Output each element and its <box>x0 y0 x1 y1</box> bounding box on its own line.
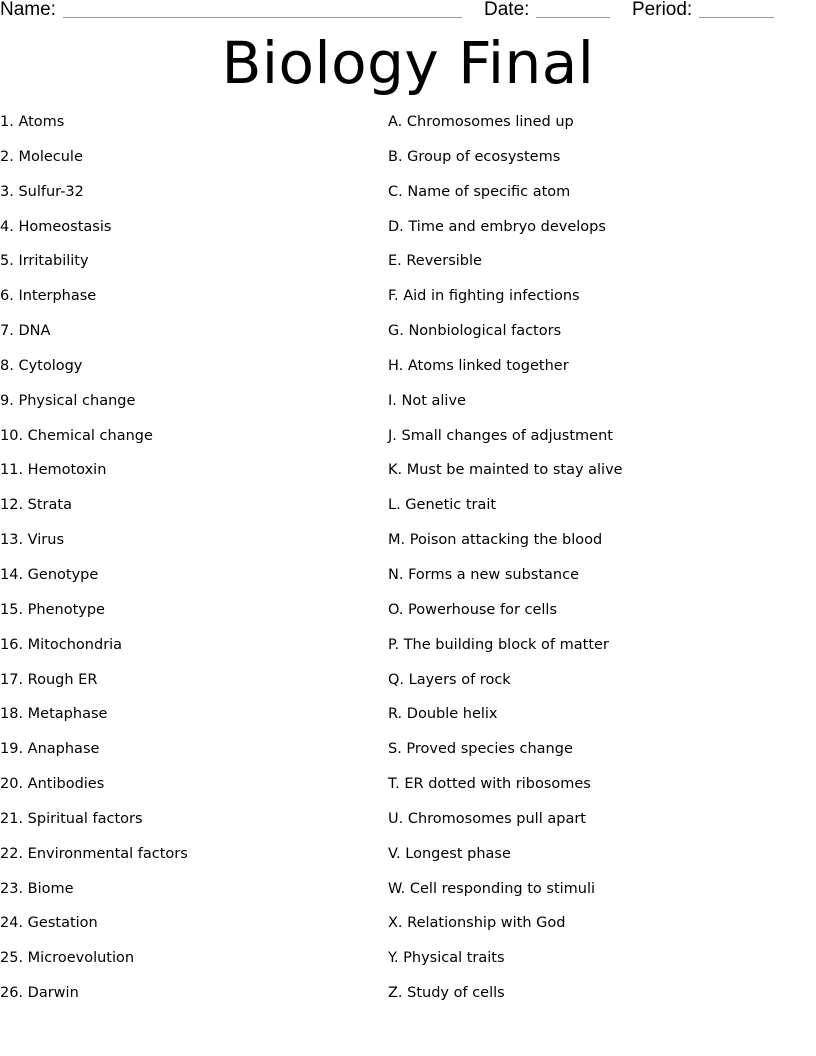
definition-item: K. Must be mainted to stay alive <box>388 462 623 479</box>
definition-item: F. Aid in fighting infections <box>388 288 580 305</box>
term-item: 7. DNA <box>0 323 51 340</box>
date-label: Date: <box>484 0 530 20</box>
definition-item: Z. Study of cells <box>388 985 505 1002</box>
period-field[interactable] <box>699 17 774 18</box>
term-item: 15. Phenotype <box>0 601 105 618</box>
term-item: 11. Hemotoxin <box>0 462 107 479</box>
term-item: 16. Mitochondria <box>0 636 123 653</box>
term-item: 6. Interphase <box>0 288 97 305</box>
definition-item: B. Group of ecosystems <box>388 148 561 165</box>
term-item: 21. Spiritual factors <box>0 810 143 827</box>
term-item: 12. Strata <box>0 497 72 514</box>
definition-item: N. Forms a new substance <box>388 566 579 583</box>
definition-item: P. The building block of matter <box>388 636 609 653</box>
worksheet-header <box>0 0 816 24</box>
definition-item: T. ER dotted with ribosomes <box>388 776 591 793</box>
definition-item: C. Name of specific atom <box>388 183 571 200</box>
definition-item: A. Chromosomes lined up <box>388 114 574 130</box>
name-field[interactable] <box>63 17 462 18</box>
period-label: Period: <box>632 0 693 20</box>
term-item: 22. Environmental factors <box>0 845 188 862</box>
definition-item: O. Powerhouse for cells <box>388 601 558 618</box>
term-item: 1. Atoms <box>0 114 65 130</box>
definition-item: Y. Physical traits <box>388 950 505 967</box>
date-field[interactable] <box>536 17 610 18</box>
definition-item: U. Chromosomes pull apart <box>388 810 586 827</box>
term-item: 25. Microevolution <box>0 950 135 967</box>
definition-item: G. Nonbiological factors <box>388 323 562 340</box>
definitions-column <box>388 112 808 1018</box>
term-item: 10. Chemical change <box>0 427 153 444</box>
definition-item: V. Longest phase <box>388 845 511 862</box>
definition-item: H. Atoms linked together <box>388 357 569 374</box>
definition-item: Q. Layers of rock <box>388 671 511 688</box>
definition-item: S. Proved species change <box>388 741 573 758</box>
definition-item: M. Poison attacking the blood <box>388 532 603 549</box>
term-item: 18. Metaphase <box>0 706 108 723</box>
name-label: Name: <box>0 0 56 20</box>
definition-item: E. Reversible <box>388 253 482 270</box>
definition-item: R. Double helix <box>388 706 498 723</box>
term-item: 19. Anaphase <box>0 741 100 758</box>
term-item: 20. Antibodies <box>0 776 105 793</box>
definition-item: I. Not alive <box>388 392 466 409</box>
term-item: 24. Gestation <box>0 915 98 932</box>
terms-column <box>0 112 370 1018</box>
term-item: 23. Biome <box>0 880 74 897</box>
term-item: 3. Sulfur-32 <box>0 183 84 200</box>
definition-item: W. Cell responding to stimuli <box>388 880 596 897</box>
definition-item: L. Genetic trait <box>388 497 497 514</box>
term-item: 5. Irritability <box>0 253 89 270</box>
term-item: 8. Cytology <box>0 357 83 374</box>
definition-item: X. Relationship with God <box>388 915 566 932</box>
term-item: 4. Homeostasis <box>0 218 112 235</box>
definition-item: J. Small changes of adjustment <box>388 427 613 444</box>
page-title: Biology Final <box>221 29 595 97</box>
term-item: 17. Rough ER <box>0 671 98 688</box>
term-item: 2. Molecule <box>0 148 83 165</box>
term-item: 9. Physical change <box>0 392 136 409</box>
term-item: 26. Darwin <box>0 985 79 1002</box>
term-item: 14. Genotype <box>0 566 99 583</box>
definition-item: D. Time and embryo develops <box>388 218 606 235</box>
term-item: 13. Virus <box>0 532 65 549</box>
